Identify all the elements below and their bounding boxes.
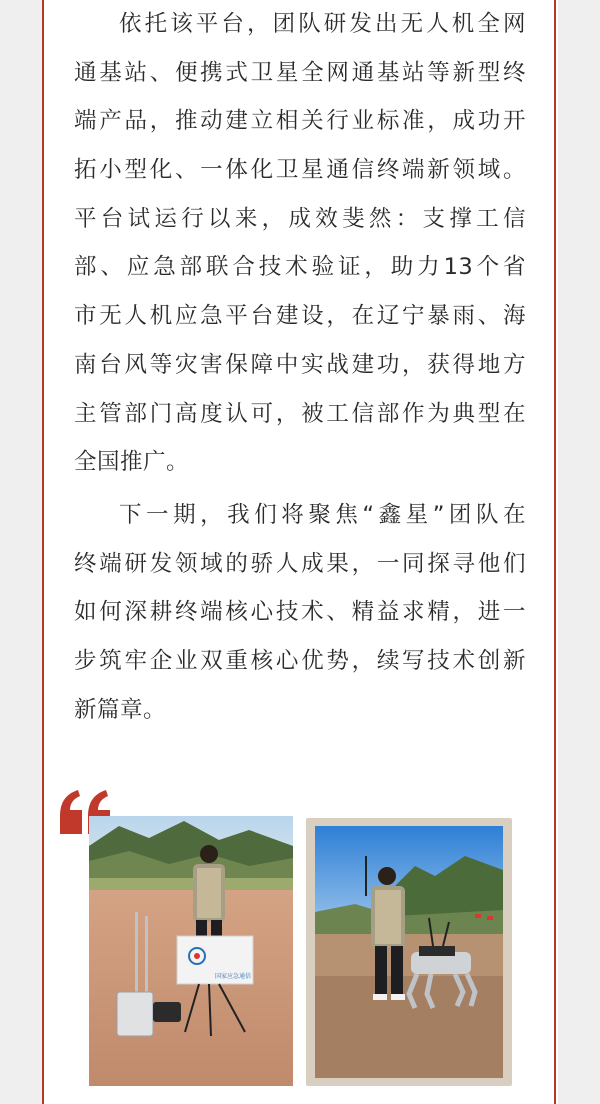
paragraph-platform-results	[74, 0, 526, 487]
photo-robot-dog	[315, 826, 503, 1078]
text-line: 平台试运行以来，成效斐然：支撑工信	[74, 205, 526, 232]
text-line: 终端研发领域的骄人成果，一同探寻他们	[74, 550, 526, 577]
page-margin-right	[558, 0, 600, 1104]
text-line: 新篇章。	[74, 696, 167, 723]
text-line: 市无人机应急平台建设，在辽宁暴雨、海	[74, 303, 526, 330]
text-line: 拓小型化、一体化卫星通信终端新领域。	[74, 157, 526, 184]
text-line: 依托该平台，团队研发出无人机全网	[119, 11, 526, 37]
paragraph-next-issue	[74, 491, 526, 734]
frame-border-left	[42, 0, 44, 1104]
photo-field-equipment	[89, 816, 293, 1086]
frame-border-right	[554, 0, 556, 1104]
photo-robot-scene	[315, 826, 503, 1078]
text-line: 端产品，推动建立相关行业标准，成功开	[74, 108, 526, 135]
text-line: 南台风等灾害保障中实战建功，获得地方	[74, 351, 526, 378]
text-line: 通基站、便携式卫星全网通基站等新型终	[74, 59, 526, 86]
photo-field-scene	[89, 816, 293, 1086]
text-line: 如何深耕终端核心技术、精益求精，进一	[74, 599, 526, 626]
text-line: 步筑牢企业双重核心优势，续写技术创新	[74, 648, 526, 675]
text-line: 下一期，我们将聚焦“鑫星”团队在	[119, 502, 526, 528]
sign-text: 国家应急通信	[215, 973, 252, 980]
page-margin-left	[0, 0, 42, 1104]
text-line: 全国推广。	[74, 449, 190, 476]
text-line: 部、应急部联合技术验证，助力13个省	[74, 254, 526, 281]
text-line: 主管部门高度认可，被工信部作为典型在	[74, 400, 526, 427]
